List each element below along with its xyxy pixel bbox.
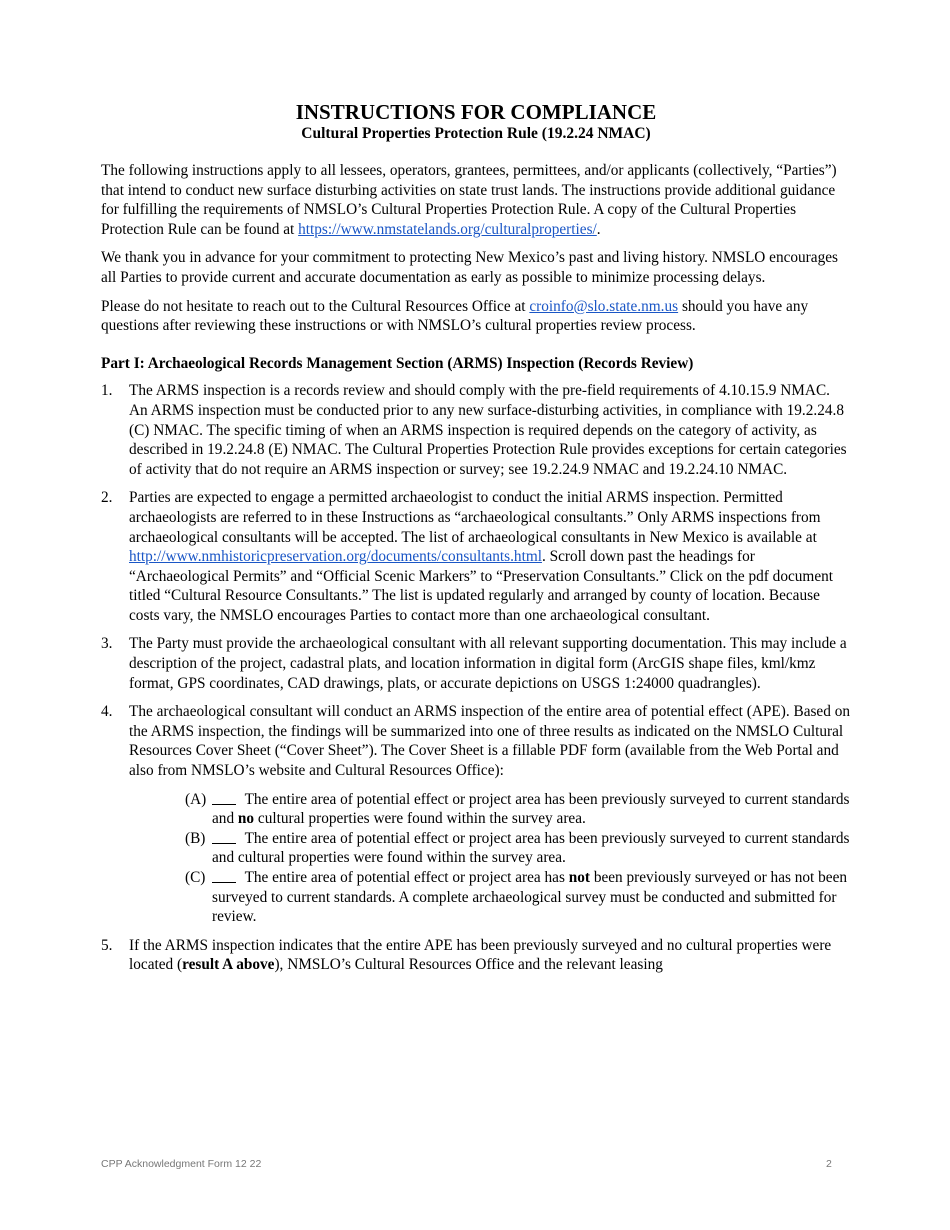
option-text-after: cultural properties were found within the survey area. — [257, 810, 586, 828]
intro-paragraph-1-end: . — [596, 220, 601, 238]
item-text: If the ARMS inspection indicates that the entire APE has been previously surveyed and no cultural properties were located ( — [129, 936, 832, 974]
item-text: The ARMS inspection is a records review and should comply with the pre-field requirements of 4.10.15.9 NMAC. An ARMS inspection must be conducted prior to any new surface-disturbing activities, in compliance with 19.2.24.8 (C) NMAC. The specific timing of when an ARMS inspection is required depends on the category of activity, as described in 19.2.24.8 (E) NMAC. The Cultural Properties Protection Rule provides exceptions for certain categories of activity that do not require an ARMS inspection or survey; see 19.2.24.9 NMAC and 19.2.24.10 NMAC. — [129, 382, 847, 478]
page-subtitle: Cultural Properties Protection Rule (19.2.24 NMAC) — [301, 125, 651, 142]
page-content — [101, 100, 851, 984]
option-a-blank-line — [212, 790, 236, 805]
footer-form-name: CPP Acknowledgment Form 12 22 — [101, 1158, 262, 1170]
intro-paragraph-1-text: The following instructions apply to all lessees, operators, grantees, permittees, and/or applicants (collectively, “Parties”) that intend to conduct new surface disturbing activities on state trust lands. The instructions provide additional guidance for fulfilling the requirements of NMSLO’s Cultural Properties Protection Rule. A copy of the Cultural Properties Protection Rule can be found at — [101, 162, 837, 238]
intro-paragraph-3-before: Please do not hesitate to reach out to the Cultural Resources Office at — [101, 297, 526, 315]
numbered-item-2 — [101, 488, 851, 625]
intro-paragraph-2: We thank you in advance for your commitment to protecting New Mexico’s past and living history. NMSLO encourages all Parties to provide current and accurate documentation as early as possible to minimize processing delays. — [101, 249, 838, 286]
option-text-after: been previously surveyed or has not been surveyed to current standards. A complete archaeological survey must be conducted and submitted for review. — [212, 869, 848, 926]
intro-paragraph-1 — [101, 161, 851, 239]
numbered-item-5 — [101, 936, 851, 975]
item-text: The archaeological consultant will conduct an ARMS inspection of the entire area of potential effect (APE). Based on the ARMS inspection, the findings will be summarized into one of three results as indicated on the NMSLO Cultural Resources Cover Sheet (“Cover Sheet”). The Cover Sheet is a fillable PDF form (available from the Web Portal and also from NMSLO’s website and Cultural Resources Office): — [129, 703, 850, 780]
option-text: The entire area of potential effect or project area has — [244, 869, 565, 886]
result-option-c — [185, 868, 851, 927]
croinfo-email-link[interactable]: croinfo@slo.state.nm.us — [529, 297, 679, 315]
option-bold-text: not — [568, 869, 590, 886]
numbered-item-4 — [101, 702, 851, 927]
option-letter: (B) — [185, 829, 206, 847]
cultural-properties-link[interactable]: https://www.nmstatelands.org/culturalproperties/ — [298, 220, 597, 238]
option-text: The entire area of potential effect or project area has been previously surveyed to current standards and cultural properties were found within the survey area. — [212, 829, 850, 867]
item-bold-text: result A above — [182, 956, 275, 974]
item-number: 4. — [101, 703, 113, 721]
part1-heading: Part I: Archaeological Records Management Section (ARMS) Inspection (Records Review) — [101, 354, 694, 372]
option-bold-text: no — [237, 810, 255, 828]
option-letter: (A) — [185, 790, 207, 808]
result-option-a — [185, 790, 851, 829]
result-options-list — [129, 790, 851, 927]
intro-paragraph-3-after: should you have any questions after reviewing these instructions or with NMSLO’s cultural properties review process. — [101, 297, 809, 335]
item-number: 3. — [101, 635, 113, 653]
result-option-b — [185, 829, 851, 868]
option-letter: (C) — [185, 869, 206, 886]
page-title: INSTRUCTIONS FOR COMPLIANCE — [295, 100, 657, 124]
numbered-item-1 — [101, 381, 851, 479]
consultants-list-link[interactable]: http://www.nmhistoricpreservation.org/documents/consultants.html — [129, 548, 542, 566]
item-text-after: ), NMSLO’s Cultural Resources Office and the relevant leasing — [274, 956, 663, 974]
option-b-blank-line — [212, 829, 236, 844]
intro-paragraph-3 — [101, 297, 851, 336]
item-number: 2. — [101, 489, 113, 507]
numbered-item-3 — [101, 634, 851, 693]
footer-page-number: 2 — [826, 1158, 832, 1170]
item-text-continued: . Scroll down past the headings for “Archaeological Permits” and “Official Scenic Markers” to “Preservation Consultants.” Click on the pdf document titled “Cultural Resource Consultants.” The list is updated regularly and arranged by county of location. Because costs vary, the NMSLO encourages Parties to contact more than one archaeological consultant. — [129, 548, 834, 624]
option-c-blank-line — [212, 868, 236, 883]
item-text: The Party must provide the archaeological consultant with all relevant supporting documentation. This may include a description of the project, cadastral plats, and location information in digital form (ArcGIS shape files, kml/kmz format, GPS coordinates, CAD drawings, plats, or accurate depictions on USGS 1:24000 quadrangles). — [129, 635, 847, 692]
item-number: 1. — [101, 382, 113, 400]
option-text: The entire area of potential effect or project area has been previously surveyed to current standards and — [212, 790, 850, 828]
item-number: 5. — [101, 936, 113, 954]
item-text: Parties are expected to engage a permitted archaeologist to conduct the initial ARMS inspection. Permitted archaeologists are referred to in these Instructions as “archaeological consultants.” Only ARMS inspections from archaeological consultants will be accepted. The list of archaeological consultants in New Mexico is available at — [129, 489, 821, 546]
